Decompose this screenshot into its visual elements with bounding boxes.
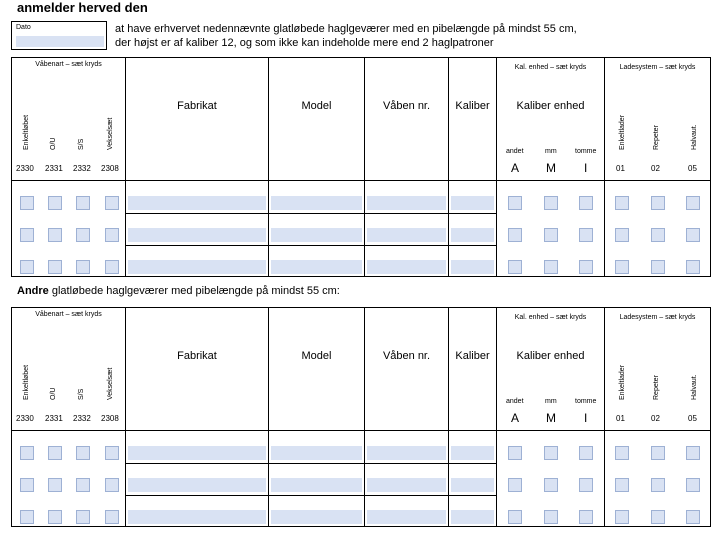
ladesystem-code: 05 — [688, 164, 697, 173]
vabenart-title: Våbenart – sæt kryds — [35, 311, 102, 318]
ladesystem-label: Enkeltlader — [619, 114, 626, 150]
unit-letter: A — [511, 161, 520, 175]
vaaben-nr-input[interactable] — [367, 260, 446, 274]
model-input[interactable] — [271, 228, 362, 242]
row-divider — [449, 213, 496, 214]
row-divider — [126, 463, 268, 464]
table-row — [12, 431, 711, 527]
row-kaliber — [449, 431, 497, 527]
header-fabrikat — [126, 58, 269, 181]
vabenart-checkbox[interactable] — [76, 260, 90, 274]
vabenart-checkbox[interactable] — [48, 196, 62, 210]
vabenart-checkbox[interactable] — [76, 228, 90, 242]
vabenart-title: Våbenart – sæt kryds — [35, 61, 102, 68]
header-kal-enhed — [497, 308, 605, 431]
unit-label: andet — [506, 398, 524, 405]
kaliber-label: Kaliber — [455, 100, 490, 112]
ladesystem-checkbox[interactable] — [615, 260, 629, 274]
vabenart-checkbox[interactable] — [105, 196, 119, 210]
row-divider — [365, 495, 448, 496]
ladesystem-label: Repeter — [653, 375, 660, 400]
row-kaliber — [449, 181, 497, 277]
vabenart-checkbox[interactable] — [20, 260, 34, 274]
header-vabenart — [12, 308, 126, 431]
vabenart-label: Enkeltløbet — [23, 364, 30, 400]
kaliber-input[interactable] — [451, 446, 494, 460]
date-label: Dato — [16, 24, 31, 31]
kaliber-enhed-checkbox[interactable] — [579, 228, 593, 242]
ladesystem-checkbox[interactable] — [686, 478, 700, 492]
vabenart-label: Vekselsæt — [107, 117, 114, 150]
kaliber-enhed-checkbox[interactable] — [544, 510, 558, 524]
row-divider — [269, 495, 364, 496]
vabenart-checkbox[interactable] — [20, 228, 34, 242]
fabrikat-input[interactable] — [128, 196, 266, 210]
row-ladesystem — [605, 431, 711, 527]
row-vabenart — [12, 431, 126, 527]
ladesystem-code: 02 — [651, 414, 660, 423]
kaliber-enhed-checkbox[interactable] — [544, 446, 558, 460]
vabenart-checkbox[interactable] — [20, 446, 34, 460]
ladesystem-checkbox[interactable] — [686, 510, 700, 524]
section2-title — [17, 285, 340, 297]
vaaben-nr-input[interactable] — [367, 478, 446, 492]
vabenart-checkbox[interactable] — [20, 510, 34, 524]
page-heading: anmelder herved den — [17, 0, 148, 15]
row-divider — [449, 463, 496, 464]
unit-letter: M — [546, 161, 556, 175]
fabrikat-input[interactable] — [128, 260, 266, 274]
ladesystem-checkbox[interactable] — [686, 446, 700, 460]
intro-line-2: der højst er af kaliber 12, og som ikke kan indeholde mere end 2 haglpatroner — [115, 37, 494, 49]
vabenart-code: 2332 — [73, 414, 91, 423]
ladesystem-checkbox[interactable] — [615, 510, 629, 524]
unit-label: tomme — [575, 398, 597, 405]
ladesystem-code: 01 — [616, 164, 625, 173]
row-vaaben-nr — [365, 181, 449, 277]
vabenart-code: 2330 — [16, 164, 34, 173]
kaliber-enhed-checkbox[interactable] — [508, 446, 522, 460]
vabenart-code: 2331 — [45, 414, 63, 423]
unit-letter: I — [584, 411, 588, 425]
vabenart-checkbox[interactable] — [76, 510, 90, 524]
vaaben-nr-input[interactable] — [367, 446, 446, 460]
ladesystem-title: Ladesystem – sæt kryds — [619, 64, 696, 71]
section2-title-bold: Andre — [17, 285, 49, 297]
vabenart-checkbox[interactable] — [48, 446, 62, 460]
model-input[interactable] — [271, 510, 362, 524]
vaaben-nr-input[interactable] — [367, 228, 446, 242]
vabenart-code: 2330 — [16, 414, 34, 423]
vabenart-checkbox[interactable] — [76, 478, 90, 492]
vabenart-label: S/S — [78, 388, 85, 400]
fabrikat-input[interactable] — [128, 510, 266, 524]
row-divider — [126, 495, 268, 496]
vabenart-checkbox[interactable] — [48, 228, 62, 242]
row-divider — [269, 463, 364, 464]
kaliber-enhed-checkbox[interactable] — [579, 478, 593, 492]
row-fabrikat — [126, 181, 269, 277]
kaliber-enhed-checkbox[interactable] — [508, 228, 522, 242]
ladesystem-checkbox[interactable] — [651, 446, 665, 460]
vabenart-checkbox[interactable] — [76, 446, 90, 460]
kaliber-enhed-checkbox[interactable] — [579, 260, 593, 274]
ladesystem-label: Halvaut. — [691, 124, 698, 150]
ladesystem-label: Enkeltlader — [619, 364, 626, 400]
model-label: Model — [301, 100, 332, 112]
intro-line-1: at have erhvervet nedennævnte glatløbede haglgeværer med en pibelængde på mindst 55 cm, — [115, 23, 577, 35]
fabrikat-input[interactable] — [128, 446, 266, 460]
vabenart-checkbox[interactable] — [48, 510, 62, 524]
row-divider — [449, 495, 496, 496]
kaliber-enhed-checkbox[interactable] — [544, 196, 558, 210]
row-divider — [365, 463, 448, 464]
vabenart-checkbox[interactable] — [105, 478, 119, 492]
ladesystem-code: 05 — [688, 414, 697, 423]
ladesystem-checkbox[interactable] — [686, 228, 700, 242]
table-row — [12, 181, 711, 277]
kal-enhed-title: Kal. enhed – sæt kryds — [514, 64, 587, 71]
kaliber-enhed-checkbox[interactable] — [508, 478, 522, 492]
vabenart-checkbox[interactable] — [20, 196, 34, 210]
ladesystem-code: 02 — [651, 164, 660, 173]
header-kaliber — [449, 308, 497, 431]
ladesystem-checkbox[interactable] — [686, 196, 700, 210]
kaliber-input[interactable] — [451, 510, 494, 524]
header-fabrikat — [126, 308, 269, 431]
row-ladesystem — [605, 181, 711, 277]
kaliber-enhed-checkbox[interactable] — [508, 196, 522, 210]
vabenart-code: 2308 — [101, 414, 119, 423]
ladesystem-checkbox[interactable] — [615, 446, 629, 460]
row-divider — [365, 213, 448, 214]
kaliber-enhed-checkbox[interactable] — [579, 196, 593, 210]
vaaben-nr-input[interactable] — [367, 196, 446, 210]
vaaben-nr-label: Våben nr. — [382, 100, 431, 112]
kaliber-enhed-checkbox[interactable] — [579, 446, 593, 460]
kaliber-enhed-label: Kaliber enhed — [516, 100, 585, 112]
header-model — [269, 58, 365, 181]
unit-letter: I — [584, 161, 588, 175]
model-input[interactable] — [271, 478, 362, 492]
vabenart-label: Vekselsæt — [107, 367, 114, 400]
ladesystem-title: Ladesystem – sæt kryds — [619, 314, 696, 321]
vabenart-checkbox[interactable] — [48, 478, 62, 492]
header-ladesystem — [605, 308, 711, 431]
weapons-table — [11, 307, 711, 527]
vabenart-checkbox[interactable] — [48, 260, 62, 274]
vabenart-checkbox[interactable] — [105, 260, 119, 274]
weapons-table — [11, 57, 711, 277]
ladesystem-checkbox[interactable] — [651, 510, 665, 524]
section2-title-rest: glatløbede haglgeværer med pibelængde på mindst 55 cm: — [48, 285, 340, 297]
row-divider — [365, 245, 448, 246]
ladesystem-checkbox[interactable] — [615, 196, 629, 210]
vabenart-checkbox[interactable] — [20, 478, 34, 492]
ladesystem-checkbox[interactable] — [615, 228, 629, 242]
model-input[interactable] — [271, 196, 362, 210]
kaliber-enhed-checkbox[interactable] — [544, 260, 558, 274]
unit-label: mm — [545, 148, 557, 155]
row-divider — [126, 213, 268, 214]
vabenart-code: 2332 — [73, 164, 91, 173]
unit-label: andet — [506, 148, 524, 155]
row-divider — [269, 213, 364, 214]
unit-label: mm — [545, 398, 557, 405]
intro-text — [115, 22, 577, 50]
unit-letter: M — [546, 411, 556, 425]
date-input[interactable] — [16, 36, 104, 47]
header-model — [269, 308, 365, 431]
vabenart-code: 2308 — [101, 164, 119, 173]
model-input[interactable] — [271, 260, 362, 274]
vabenart-code: 2331 — [45, 164, 63, 173]
fabrikat-input[interactable] — [128, 478, 266, 492]
kaliber-input[interactable] — [451, 196, 494, 210]
ladesystem-checkbox[interactable] — [651, 478, 665, 492]
model-label: Model — [301, 350, 332, 362]
row-vabenart — [12, 181, 126, 277]
ladesystem-code: 01 — [616, 414, 625, 423]
row-kal-enhed — [497, 181, 605, 277]
ladesystem-checkbox[interactable] — [651, 228, 665, 242]
row-divider — [126, 245, 268, 246]
kaliber-enhed-checkbox[interactable] — [508, 260, 522, 274]
row-fabrikat — [126, 431, 269, 527]
header-kal-enhed — [497, 58, 605, 181]
vabenart-label: S/S — [78, 138, 85, 150]
ladesystem-checkbox[interactable] — [615, 478, 629, 492]
vabenart-checkbox[interactable] — [105, 228, 119, 242]
model-input[interactable] — [271, 446, 362, 460]
header-vabenart — [12, 58, 126, 181]
row-model — [269, 181, 365, 277]
ladesystem-checkbox[interactable] — [651, 196, 665, 210]
kaliber-input[interactable] — [451, 260, 494, 274]
vabenart-checkbox[interactable] — [76, 196, 90, 210]
vaaben-nr-input[interactable] — [367, 510, 446, 524]
fabrikat-label: Fabrikat — [177, 100, 217, 112]
row-divider — [269, 245, 364, 246]
kaliber-input[interactable] — [451, 478, 494, 492]
fabrikat-input[interactable] — [128, 228, 266, 242]
ladesystem-checkbox[interactable] — [686, 260, 700, 274]
vabenart-checkbox[interactable] — [105, 510, 119, 524]
kaliber-enhed-checkbox[interactable] — [544, 478, 558, 492]
vabenart-checkbox[interactable] — [105, 446, 119, 460]
vabenart-label: O/U — [50, 387, 57, 400]
kaliber-enhed-checkbox[interactable] — [508, 510, 522, 524]
row-kal-enhed — [497, 431, 605, 527]
ladesystem-label: Halvaut. — [691, 374, 698, 400]
ladesystem-label: Repeter — [653, 125, 660, 150]
unit-label: tomme — [575, 148, 597, 155]
date-box — [11, 21, 107, 50]
header-vaaben-nr — [365, 308, 449, 431]
kaliber-label: Kaliber — [455, 350, 490, 362]
header-vaaben-nr — [365, 58, 449, 181]
unit-letter: A — [511, 411, 520, 425]
header-ladesystem — [605, 58, 711, 181]
kaliber-enhed-checkbox[interactable] — [579, 510, 593, 524]
vabenart-label: O/U — [50, 137, 57, 150]
kaliber-enhed-label: Kaliber enhed — [516, 350, 585, 362]
kal-enhed-title: Kal. enhed – sæt kryds — [514, 314, 587, 321]
kaliber-input[interactable] — [451, 228, 494, 242]
row-divider — [449, 245, 496, 246]
kaliber-enhed-checkbox[interactable] — [544, 228, 558, 242]
header-kaliber — [449, 58, 497, 181]
vabenart-label: Enkeltløbet — [23, 114, 30, 150]
row-vaaben-nr — [365, 431, 449, 527]
row-model — [269, 431, 365, 527]
ladesystem-checkbox[interactable] — [651, 260, 665, 274]
vaaben-nr-label: Våben nr. — [382, 350, 431, 362]
fabrikat-label: Fabrikat — [177, 350, 217, 362]
